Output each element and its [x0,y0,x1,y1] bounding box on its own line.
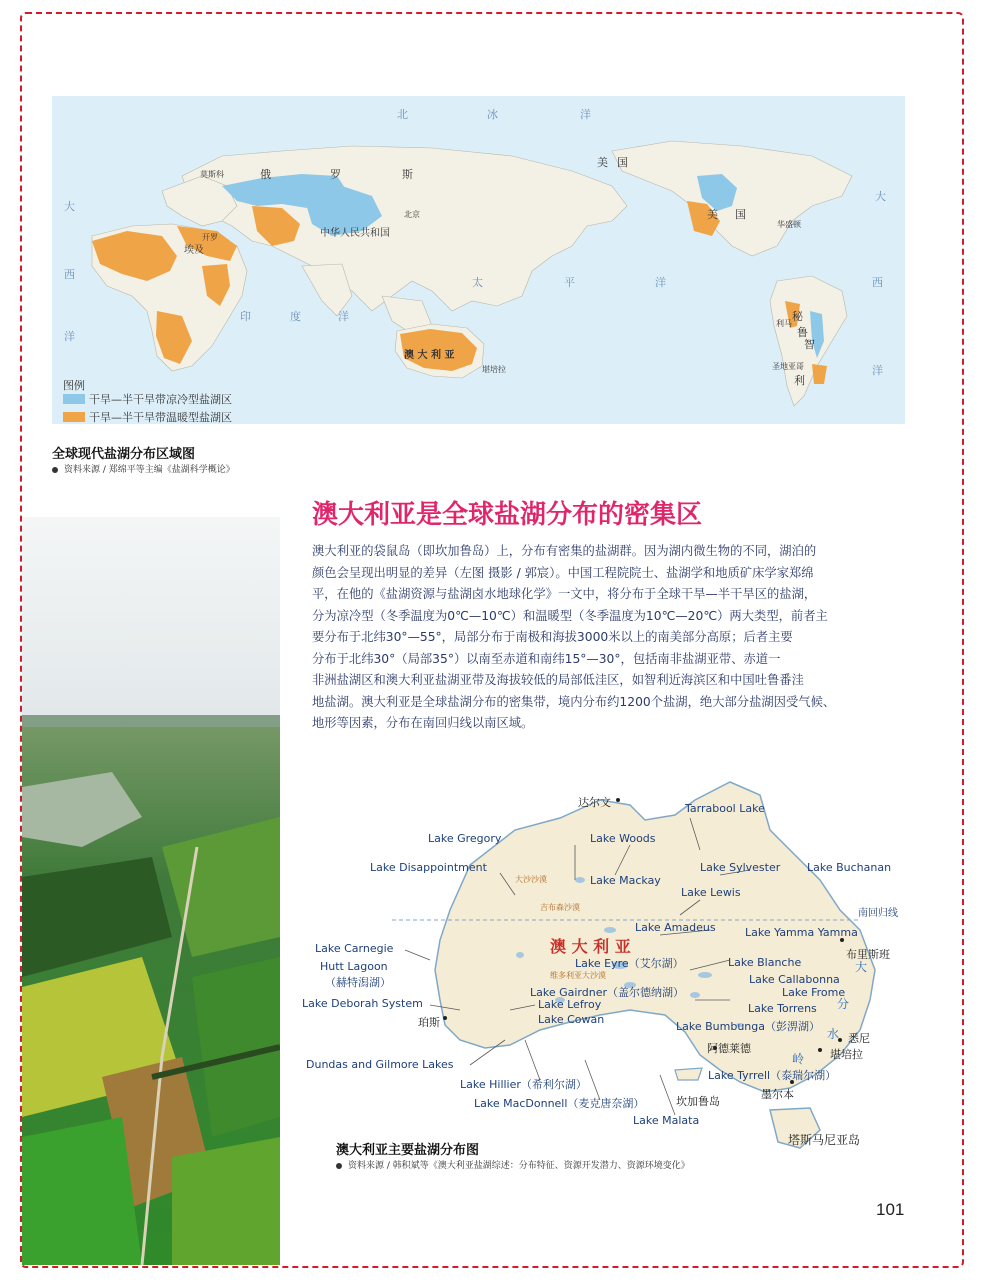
australia-salt-lake-map [300,770,920,1170]
lake-label-macdonnell: Lake MacDonnell（麦克唐奈湖） [474,1097,645,1110]
lake-label-eyre: Lake Eyre（艾尔湖） [575,957,684,970]
legend-label-cool: 干旱—半干旱带凉冷型盐湖区 [89,393,232,406]
landscape-photo [22,517,280,1265]
legend-swatch-cool [63,394,85,404]
place-label-tasmania: 塔斯马尼亚岛 [788,1133,861,1147]
world-salt-lake-map [52,96,905,424]
desert-label-great-victoria: 维多利亚大沙漠 [550,971,606,980]
legend-label-warm: 干旱—半干旱带温暖型盐湖区 [89,411,232,424]
bullet-icon [52,467,58,473]
lake-label-bumbunga: Lake Bumbunga（彭淠湖） [676,1020,820,1033]
lake-label-hutt-cn: （赫特潟湖） [325,976,391,989]
country-label-peru: 秘 [792,310,803,323]
lake-label-woods: Lake Woods [590,832,656,845]
desert-label-great-sandy: 大沙沙漠 [515,875,547,884]
ocean-label-atlantic-east: 西 [872,276,885,289]
lake-label-mackay: Lake Mackay [590,874,661,887]
legend-item-warm [63,409,232,425]
world-map-caption: 全球现代盐湖分布区域图 [52,447,196,462]
city-label-washington: 华盛顿 [777,220,801,229]
lake-label-dundas: Dundas and Gilmore Lakes [306,1058,454,1071]
ocean-label-arctic: 洋 [580,108,593,121]
lake-label-amadeus: Lake Amadeus [635,921,716,934]
city-label-santiago: 圣地亚哥 [772,362,804,371]
lake-label-frome: Lake Frome [782,986,846,999]
country-label-russia: 俄 [260,168,271,181]
lake-label-tarrabool: Tarrabool Lake [685,802,765,815]
aus-map-source: 资料来源 / 韩积斌等《澳大利亚盐湖综述：分布特征、资源开发潜力、资源环境变化》 [336,1158,690,1171]
article-line: 平，在他的《盐湖资源与盐湖卤水地球化学》一文中，将分布于全球干旱—半干旱区的盐湖， [312,587,817,601]
lake-label-blanche: Lake Blanche [728,956,802,969]
ocean-label-atlantic-west: 大 [64,200,77,213]
country-label-chile: 智 [804,338,815,351]
ocean-label-arctic: 冰 [487,108,500,121]
country-label-chile: 利 [794,374,805,387]
article-line: 澳大利亚的袋鼠岛（即坎加鲁岛）上，分布有密集的盐湖群。因为湖内微生物的不同，湖泊的 [312,544,817,558]
tropic-label: 南回归线 [858,908,898,919]
city-label-beijing: 北京 [404,210,420,219]
article-line: 颜色会呈现出明显的差异（左图 摄影 / 郭宸）。中国工程院院士、盐湖学和地质矿床学家郑绵 [312,565,814,580]
world-map-source: 资料来源 / 郑绵平等主编《盐湖科学概论》 [52,462,235,475]
country-label-usa-top: 美 [597,156,608,169]
article-line: 分布于北纬30°（局部35°）以南至赤道和南纬15°—30°，包括南非盐湖亚带、赤道一 [312,651,781,666]
lake-label-buchanan: Lake Buchanan [807,861,892,874]
legend-title: 图例 [63,379,85,392]
bullet-icon [336,1163,342,1169]
range-label: 岭 [792,1052,805,1066]
ocean-label-atlantic-east: 洋 [872,364,885,377]
lake-label-carnegie: Lake Carnegie [315,942,394,955]
country-label-egypt: 埃及 [184,245,204,256]
lake-label-gairdner: Lake Gairdner（盖尔德纳湖） [530,986,685,999]
lake-label-callabonna: Lake Callabonna [749,973,840,986]
ocean-label-arctic: 北 [397,108,410,121]
country-label-usa: 美 [707,208,718,221]
lake-label-disappointment: Lake Disappointment [370,861,487,874]
lake-label-tyrrell: Lake Tyrrell（泰瑞尔湖） [708,1069,837,1082]
lake-label-lewis: Lake Lewis [681,886,741,899]
place-label-kangaroo-island: 坎加鲁岛 [676,1095,720,1108]
place-label-canberra: 堪培拉 [830,1048,863,1061]
page-number: 101 [876,1200,905,1219]
ocean-label-indian: 洋 [338,310,351,323]
city-label-lima: 利马 [776,319,792,328]
place-label-melbourne: 墨尔本 [761,1088,794,1101]
ocean-label-pacific: 平 [564,276,577,289]
lake-label-hillier: Lake Hillier（希利尔湖） [460,1078,587,1091]
country-label-china: 中华人民共和国 [320,228,390,239]
place-label-adelaide: 阿德莱德 [707,1042,751,1055]
article-line: 分为凉冷型（冬季温度为0℃—10℃）和温暖型（冬季温度为10℃—20℃）两大类型，前者主 [312,608,828,623]
article-line: 要分布于北纬30°—55°，局部分布于南极和海拔3000米以上的南美部分高原；后者主要 [312,630,793,644]
city-label-moscow: 莫斯科 [200,170,224,179]
lake-label-torrens: Lake Torrens [748,1002,817,1015]
kangaroo-island-photo [22,517,280,1265]
lake-label-lefroy: Lake Lefroy [538,998,602,1011]
range-label: 大 [855,960,868,974]
country-label-russia: 罗 [330,168,341,181]
place-label-brisbane: 布里斯班 [846,948,890,961]
aus-map-caption: 澳大利亚主要盐湖分布图 [336,1143,480,1158]
country-label-russia: 斯 [402,168,413,181]
ocean-label-indian: 印 [240,310,253,323]
article-line: 地盐湖。澳大利亚是全球盐湖分布的密集带，境内分布约1200个盐湖，绝大部分盐湖因受气候、 [312,694,836,709]
range-label: 分 [837,997,850,1011]
article-body [312,541,912,735]
legend-item-cool [63,391,232,407]
lake-label-deborah: Lake Deborah System [302,997,423,1010]
country-label-australia: 澳 大 利 亚 [404,350,455,361]
range-label: 水 [827,1027,840,1041]
ocean-label-pacific: 洋 [655,276,668,289]
place-label-sydney: 悉尼 [848,1032,870,1045]
desert-label-gibson: 吉布森沙漠 [540,903,580,912]
lake-label-gregory: Lake Gregory [428,832,502,845]
country-label-usa-top: 国 [617,156,628,169]
ocean-label-atlantic-west: 洋 [64,330,77,343]
lake-label-malata: Lake Malata [633,1114,700,1127]
ocean-label-atlantic-east: 大 [875,190,888,203]
country-label-peru: 鲁 [797,326,808,339]
lake-label-yamma: Lake Yamma Yamma [745,926,858,939]
city-label-cairo: 开罗 [202,233,218,242]
country-label-australia-main: 澳 大 利 亚 [550,937,631,956]
place-label-perth: 珀斯 [418,1016,440,1029]
ocean-label-indian: 度 [290,310,303,323]
city-label-canberra: 堪培拉 [482,365,506,374]
lake-label-hutt: Hutt Lagoon [320,960,388,973]
ocean-label-atlantic-west: 西 [64,268,77,281]
ocean-label-pacific: 太 [472,276,485,289]
legend-swatch-warm [63,412,85,422]
article-heading: 澳大利亚是全球盐湖分布的密集区 [312,500,703,530]
lake-label-sylvester: Lake Sylvester [700,861,781,874]
world-map-graphic [52,96,905,424]
article-line: 非洲盐湖区和澳大利亚盐湖亚带及海拔较低的局部低洼区，如智利近海滨区和中国吐鲁番洼 [312,673,804,687]
article-line: 地形等因素，分布在南回归线以南区域。 [312,716,534,730]
place-label-darwin: 达尔文 [578,796,611,809]
lake-label-cowan: Lake Cowan [538,1013,605,1026]
country-label-usa: 国 [735,208,746,221]
